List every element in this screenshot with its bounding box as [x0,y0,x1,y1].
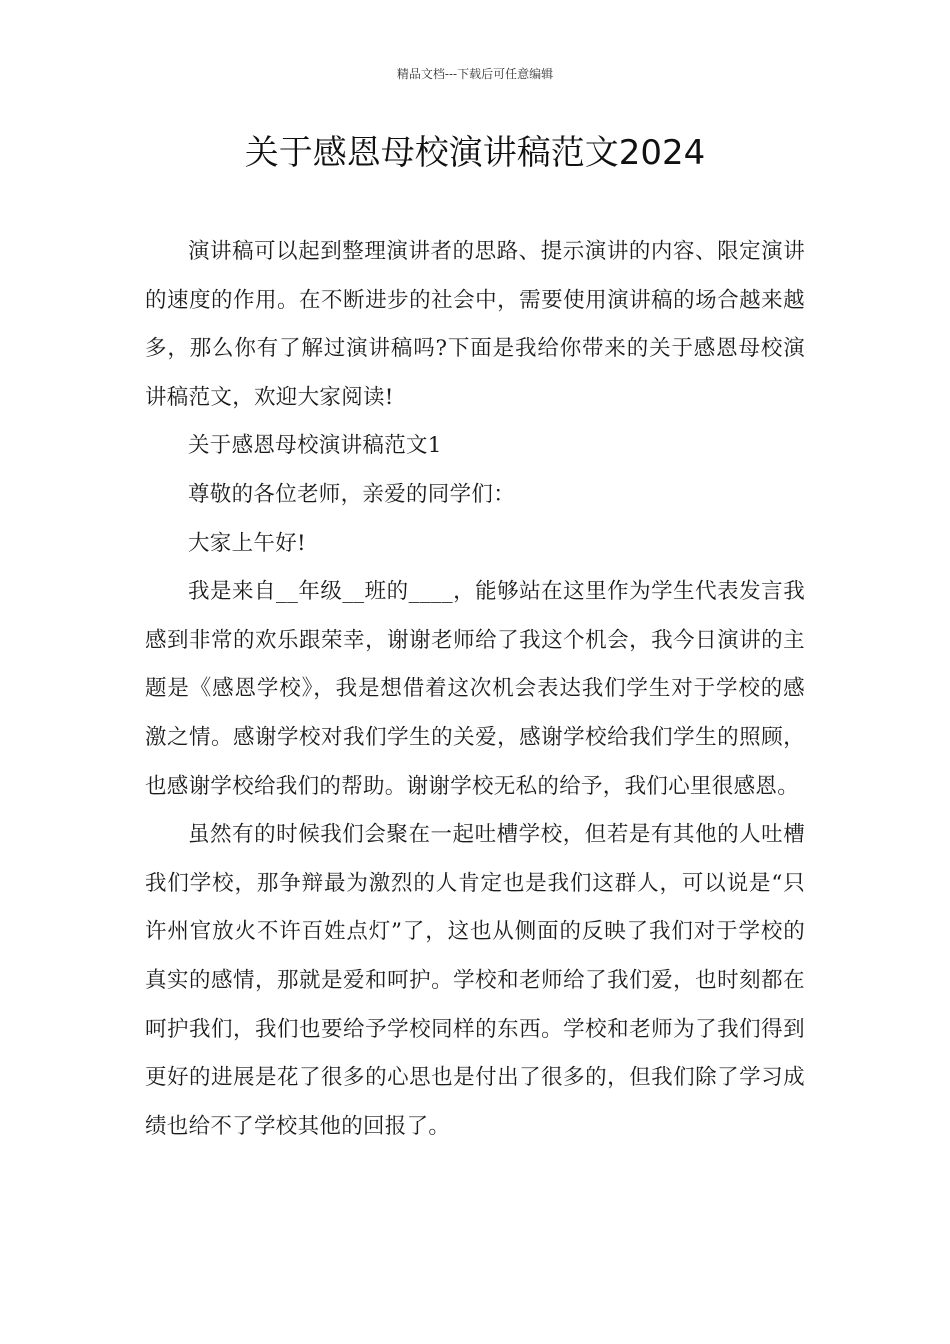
greeting-paragraph: 大家上午好! [188,530,306,556]
body-paragraph: 我是来自__年级__班的____，能够站在这里作为学生代表发言我感到非常的欢乐跟荣幸，谢谢老师给了我这个机会，我今日演讲的主题是《感恩学校》，我是想借着这次机会表达我们学生对于学校的感激之情。感谢学校对我们学生的关爱，感谢学校给我们学生的照顾，也感谢学校给我们的帮助。谢谢学校无私的给予，我们心里很感恩。 [145,579,805,799]
salutation-paragraph: 尊敬的各位老师，亲爱的同学们： [188,481,516,507]
section-heading: 关于感恩母校演讲稿范文1 [188,433,442,459]
document-title: 关于感恩母校演讲稿范文2024 [244,133,706,173]
intro-paragraph: 演讲稿可以起到整理演讲者的思路、提示演讲的内容、限定演讲的速度的作用。在不断进步的社会中，需要使用演讲稿的场合越来越多，那么你有了解过演讲稿吗?下面是我给你带来的关于感恩母校演讲稿范文，欢迎大家阅读! [145,239,805,410]
page-header-watermark: 精品文档---下载后可任意编辑 [396,67,554,81]
body-paragraph: 虽然有的时候我们会聚在一起吐槽学校，但若是有其他的人吐槽我们学校，那争辩最为激烈的人肯定也是我们这群人，可以说是“只许州官放火不许百姓点灯”了，这也从侧面的反映了我们对于学校的真实的感情，那就是爱和呵护。学校和老师给了我们爱，也时刻都在呵护我们，我们也要给予学校同样的东西。学校和老师为了我们得到更好的进展是花了很多的心思也是付出了很多的，但我们除了学习成绩也给不了学校其他的回报了。 [145,822,805,1139]
document-body [145,228,805,1151]
